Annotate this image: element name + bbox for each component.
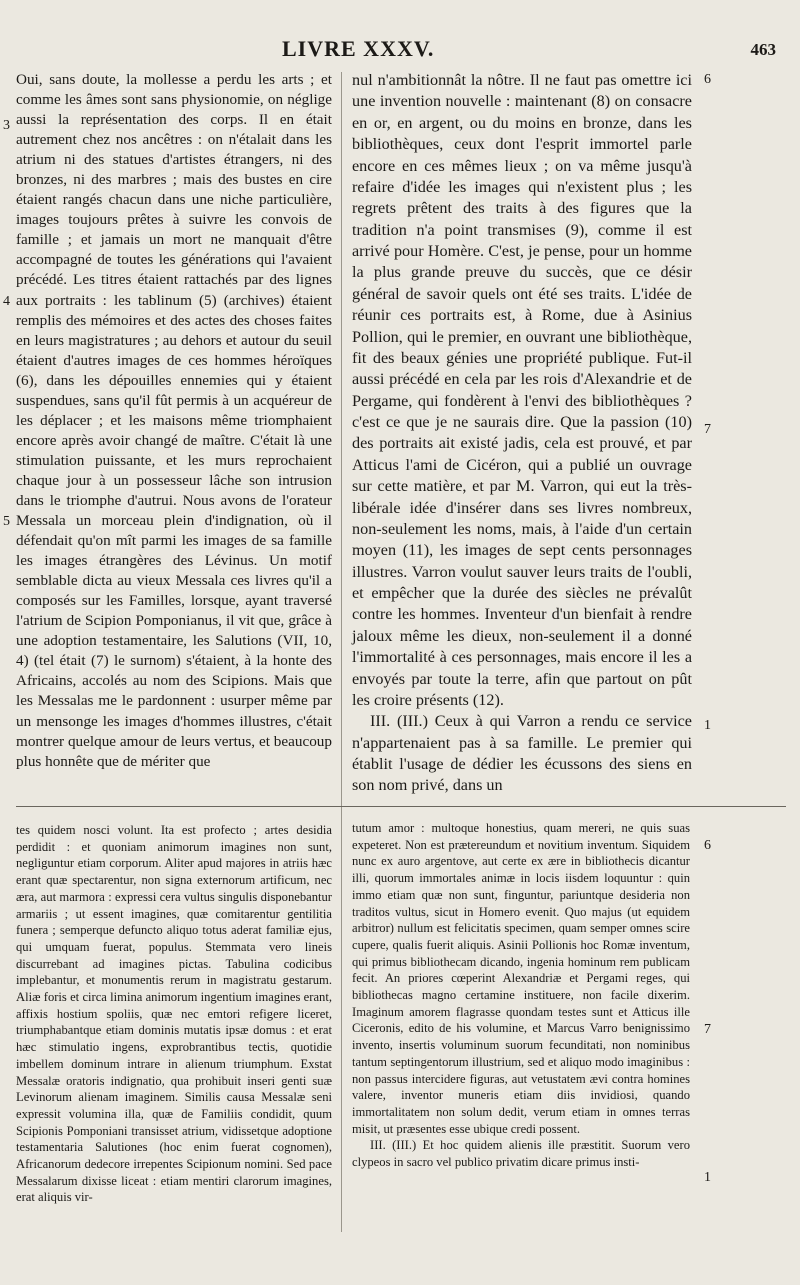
column-gutter-rule <box>341 72 342 1232</box>
french-right-paragraph-2: III. (III.) Ceux à qui Varron a rendu ce service n'appartenaient pas à sa famille. Le premier qui établit l'usage de dédier les écussons des siens en son nom privé, dans un <box>352 712 692 795</box>
margin-number-7: 7 <box>704 422 711 437</box>
margin-number-latin-7: 7 <box>704 1022 711 1037</box>
latin-right-paragraph-1: tutum amor : multoque honestius, quam mereri, ne quis suas expeteret. Non est prætereundum et novitium inventum. Siquidem nunc ex auro argentove, aut certe ex ære in bibliothecis dicantur illi, quorum immortales animæ in locis iisdem loquuntur : quin immo etiam quæ non sunt, finguntur, pariuntque desideria non traditos vultus, sicut in Homero evenit. Quo majus (ut equidem arbitror) nullum est felicitatis specimen, quam semper omnes scire cupere, qualis fuerit aliquis. Asinii Pollionis hoc Romæ inventum, qui primus bibliothecam dicando, ingenia hominum rem publicam fecit. An priores cœperint Alexandriæ et Pergami reges, qui bibliothecas magno certamine instituere, non facile dixerim. Imaginum amorem flagrasse quondam testes sunt et Atticus ille Ciceronis, edito de his volumine, et Marcus Varro benignissimo invento, insertis voluminum suorum fecunditati, non nominibus tantum septingentorum illustrium, sed et aliquo modo imaginibus : non passus intercidere figuras, aut vetustatem ævi contra homines valere, inventor muneris etiam diis invidiosi, quando immortalitatem non solum dedit, verum etiam in omnes terras misit, ut præsentes esse ubique credi possent. <box>352 821 690 1136</box>
margin-number-6: 6 <box>704 72 711 87</box>
latin-left-column <box>16 822 332 1206</box>
french-right-column <box>352 70 692 797</box>
page-header <box>0 36 800 66</box>
footnote-divider <box>16 806 786 807</box>
latin-left-paragraph: tes quidem nosci volunt. Ita est profecto ; artes desidia perdidit : et quoniam animorum imagines non sunt, negliguntur etiam corporum. Aliter apud majores in atriis hæc erant quæ spectarentur, non signa externorum artificum, nec æra, aut marmora : expressi cera vultus singulis disponebantur armariis ; ut essent imagines, quæ comitarentur gentilitia funera ; semperque defuncto aliquo totus aderat familiæ ejus, qui umquam fuerat, populus. Stemmata vero lineis discurrebant ad imagines pictas. Tabulina codicibus implebantur, et monumentis rerum in magistratu gestarum. Aliæ foris et circa limina animorum ingentium imagines erant, affixis hostium spoliis, quæ nec emtori refigere liceret, triumphabantque etiam dominis mutatis ipsæ domus : et erat hæc stimulatio ingens, exprobrantibus tectis, quotidie imbellem dominum intrare in alienum triumphum. Exstat Messalæ oratoris indignatio, qua prohibuit inseri genti suæ Levinorum alienam imaginem. Similis causa Messalæ seni expressit volumina illa, quæ de Familiis condidit, quum Scipionis Pomponiani transisset atrium, vidissetque adoptione testamentaria Salutiones (hoc enim fuerat cognomen), Africanorum dedecore irrepentes Scipionum nomini. Sed pace Messalarum dixisse liceat : etiam mentiri clarorum imagines, erat aliquis vir- <box>16 823 332 1205</box>
margin-number-3: 3 <box>3 118 10 133</box>
margin-number-latin-6: 6 <box>704 838 711 853</box>
french-left-paragraph: Oui, sans doute, la mollesse a perdu les arts ; et comme les âmes sont sans physionomie, on néglige aussi la représentation des corps. Il en était autrement chez nos ancêtres : on n'étalait dans les atrium ni des statues d'artistes étrangers, ni des bronzes, ni des marbres ; mais des bustes en cire étaient rangés chacun dans une niche particulière, images toujours prêtes à suivre les convois de famille ; et jamais un mort ne manquait d'être accompagné de toutes les générations qui l'avaient précédé. Les titres étaient rattachés par des lignes aux portraits : les tablinum (5) (archives) étaient remplis des mémoires et des actes des choses faites en leurs magistratures ; au dehors et autour du seuil étaient d'autres images de ces hommes héroïques (6), dans les dépouilles ennemies qui y étaient suspendues, sans qu'il fût permis à un acquéreur de les déplacer ; et les maisons même triomphaient encore après avoir changé de maître. C'était là une stimulation puissante, et les murs reprochaient chaque jour à un possesseur lâche son intrusion dans le triomphe d'autrui. Nous avons de l'orateur Messala un morceau plein d'indignation, où il défendait qu'on mît parmi les images de sa famille les images étrangères des Lévinus. Un motif semblable dicta au vieux Messala ces livres qu'il a composés sur les Familles, lorsque, ayant traversé l'atrium de Scipion Pomponianus, il vit que, grâce à une adoption testamentaire, les Salutions (VII, 10, 4) (tel était (7) le surnom) s'étaient, à la honte des Africains, accolés au nom des Scipions. Mais que les Messalas me le pardonnent : usurper même par un mensonge les images d'hommes illustres, c'était montrer quelque amour de leurs vertus, et beaucoup plus honnête que de mériter que <box>16 71 332 770</box>
margin-number-5: 5 <box>3 514 10 529</box>
latin-right-column <box>352 820 690 1171</box>
latin-right-paragraph-2: III. (III.) Et hoc quidem alienis ille præstitit. Suorum vero clypeos in sacro vel publico privatim dicare primus insti- <box>352 1138 690 1170</box>
french-left-column <box>16 70 332 772</box>
page-number: 463 <box>750 40 776 59</box>
margin-number-4: 4 <box>3 294 10 309</box>
margin-number-latin-1: 1 <box>704 1170 711 1185</box>
margin-number-1: 1 <box>704 718 711 733</box>
running-title: LIVRE XXXV. <box>282 36 435 61</box>
french-right-paragraph-1: nul n'ambitionnât la nôtre. Il ne faut pas omettre ici une invention nouvelle : maintenant (8) on consacre en or, en argent, ou du moins en bronze, dans les bibliothèques, ceux dont l'esprit immortel parle encore en ces mêmes lieux ; on va même jusqu'à refaire d'idée les images qui n'existent plus ; les regrets prêtent des traits à des figures que la tradition n'a point transmises (9), comme il est arrivé pour Homère. C'est, je pense, pour un homme la plus grande preuve du succès, que ce désir général de savoir quels ont été ses traits. L'idée de réunir ces portraits est, à Rome, due à Asinius Pollion, qui le premier, en ouvrant une bibliothèque, fit des beaux génies une propriété publique. Fut-il aussi précédé en cela par les rois d'Alexandrie et de Pergame, qui fondèrent à l'envi des bibliothèques ? c'est ce que je ne saurais dire. Que la passion (10) des portraits ait existé jadis, cela est prouvé, et par Atticus l'ami de Cicéron, qui a publié un ouvrage sur cette matière, et par M. Varron, qui eut la très-libérale idée d'insérer dans ses livres nombreux, non-seulement les noms, mais, à l'aide d'un certain moyen (11), les images de sept cents personnages illustres. Varron voulut sauver leurs traits de l'oubli, et empêcher que la durée des siècles ne prévalût contre les hommes. Inventeur d'un bienfait à rendre jaloux même les dieux, non-seulement il a donné l'immortalité à ces personnages, mais encore il les a envoyés par toute la terre, afin que partout on pût les croire présents (12). <box>352 71 692 709</box>
